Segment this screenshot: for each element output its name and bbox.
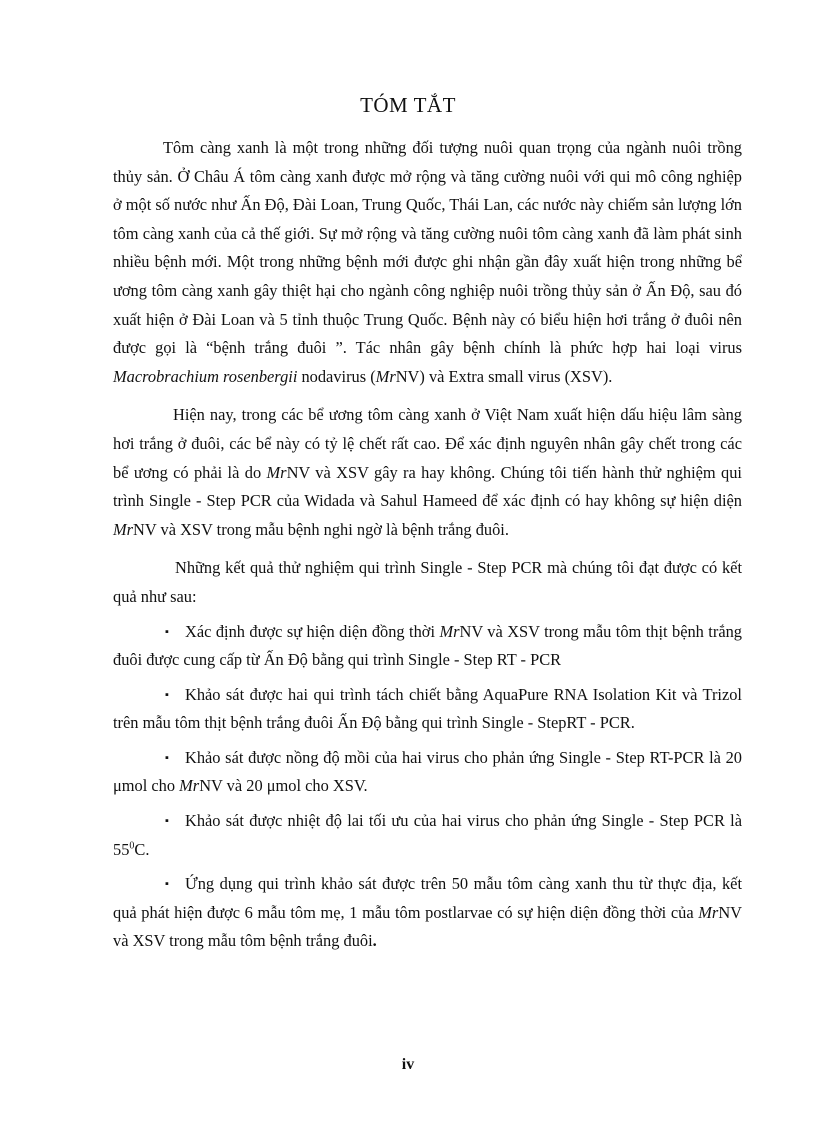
paragraph-text: NV) và Extra small virus (XSV).: [395, 366, 613, 386]
bullet-item-5: [113, 870, 742, 956]
paragraph-text: Hiện nay, trong các bể ương tôm càng xanh ở Việt Nam xuất hiện dấu hiệu lâm sàng hơi trắng ở đuôi, các bể này có tỷ lệ chết rất cao. Để xác định nguyên nhân gây chết trong các bể ương có phải là do: [113, 405, 742, 482]
superscript: 0: [129, 840, 135, 852]
bullet-text: Xác định được sự hiện diện đồng thời: [185, 621, 440, 641]
paragraph-text: nodavirus (: [297, 366, 376, 386]
page-number: iv: [401, 1056, 415, 1073]
virus-abbrev: Mr: [266, 462, 287, 482]
bullet-icon: ▪: [165, 751, 169, 764]
bullet-text: NV và XSV trong mẫu tôm bệnh trắng đuôi: [113, 902, 742, 951]
paragraph-text: NV và XSV trong mẫu bệnh nghi ngờ là bệnh trắng đuôi.: [133, 519, 509, 539]
final-period: .: [372, 931, 377, 951]
virus-abbrev: Mr: [113, 519, 134, 539]
paragraph-text: NV và XSV gây ra hay không. Chúng tôi tiến hành thử nghiệm qui trình Single - Step PCR của Widada và Sahul Hameed để xác định có hay không sự hiện diện: [113, 462, 742, 511]
bullet-text: Khảo sát được nhiệt độ lai tối ưu của hai virus cho phản ứng Single - Step PCR là 55: [113, 811, 742, 859]
virus-abbrev: Mr: [375, 366, 396, 386]
abstract-body: [113, 134, 742, 956]
paragraph-2: [113, 401, 742, 544]
bullet-text: Khảo sát được hai qui trình tách chiết bằng AquaPure RNA Isolation Kit và Trizol trên mẫu tôm thịt bệnh trắng đuôi Ấn Độ bằng qui trình Single - StepRT - PCR.: [113, 684, 742, 733]
bullet-text: NV và 20 μmol cho XSV.: [199, 776, 368, 796]
bullet-icon: ▪: [165, 625, 169, 638]
bullet-item-4: [113, 807, 742, 864]
species-name: Macrobrachium rosenbergii: [113, 366, 298, 386]
bullet-icon: ▪: [165, 815, 169, 828]
virus-abbrev: Mr: [698, 902, 719, 922]
bullet-text: C.: [134, 839, 150, 859]
paragraph-text: Tôm càng xanh là một trong những đối tượng nuôi quan trọng của ngành nuôi trồng thủy sản. Ở Châu Á tôm càng xanh được mở rộng và tăng cường nuôi với qui mô công nghiệp ở một số nước như Ấn Độ, Đài Loan, Trung Quốc, Thái Lan, các nước này chiếm sản lượng lớn tôm càng xanh của cả thế giới. Sự mở rộng và tăng cường nuôi tôm càng xanh đã làm phát sinh nhiều bệnh mới. Một trong những bệnh mới được ghi nhận gần đây xuất hiện trong những bể ương tôm càng xanh gây thiệt hại cho ngành công nghiệp nuôi trồng thủy sản ở Ấn Độ, sau đó xuất hiện ở Đài Loan và 5 tỉnh thuộc Trung Quốc. Bệnh này có biểu hiện hơi trắng ở đuôi nên được gọi là “bệnh trắng đuôi ”. Tác nhân gây bệnh chính là phức hợp hai loại virus: [113, 138, 742, 358]
bullet-item-1: [113, 618, 742, 675]
page-title: TÓM TẮT: [360, 93, 456, 117]
paragraph-1: [113, 134, 742, 391]
virus-abbrev: Mr: [439, 621, 460, 641]
virus-abbrev: Mr: [179, 776, 200, 796]
bullet-item-3: [113, 744, 742, 801]
bullet-item-2: [113, 681, 742, 738]
bullet-icon: ▪: [165, 878, 169, 891]
bullet-icon: ▪: [165, 688, 169, 701]
bullet-text: Khảo sát được nồng độ mồi của hai virus cho phản ứng Single - Step RT-PCR là 20 μmol cho: [113, 747, 742, 796]
bullet-text: Ứng dụng qui trình khảo sát được trên 50 mẫu tôm càng xanh thu từ thực địa, kết quả phát hiện được 6 mẫu tôm mẹ, 1 mẫu tôm postlarvae có sự hiện diện đồng thời của: [113, 874, 742, 922]
bullet-text: NV và XSV trong mẫu tôm thịt bệnh trắng đuôi được cung cấp từ Ấn Độ bằng qui trình Single - Step RT - PCR: [113, 621, 742, 670]
paragraph-3: Những kết quả thử nghiệm qui trình Single - Step PCR mà chúng tôi đạt được có kết quả như sau:: [113, 558, 742, 606]
